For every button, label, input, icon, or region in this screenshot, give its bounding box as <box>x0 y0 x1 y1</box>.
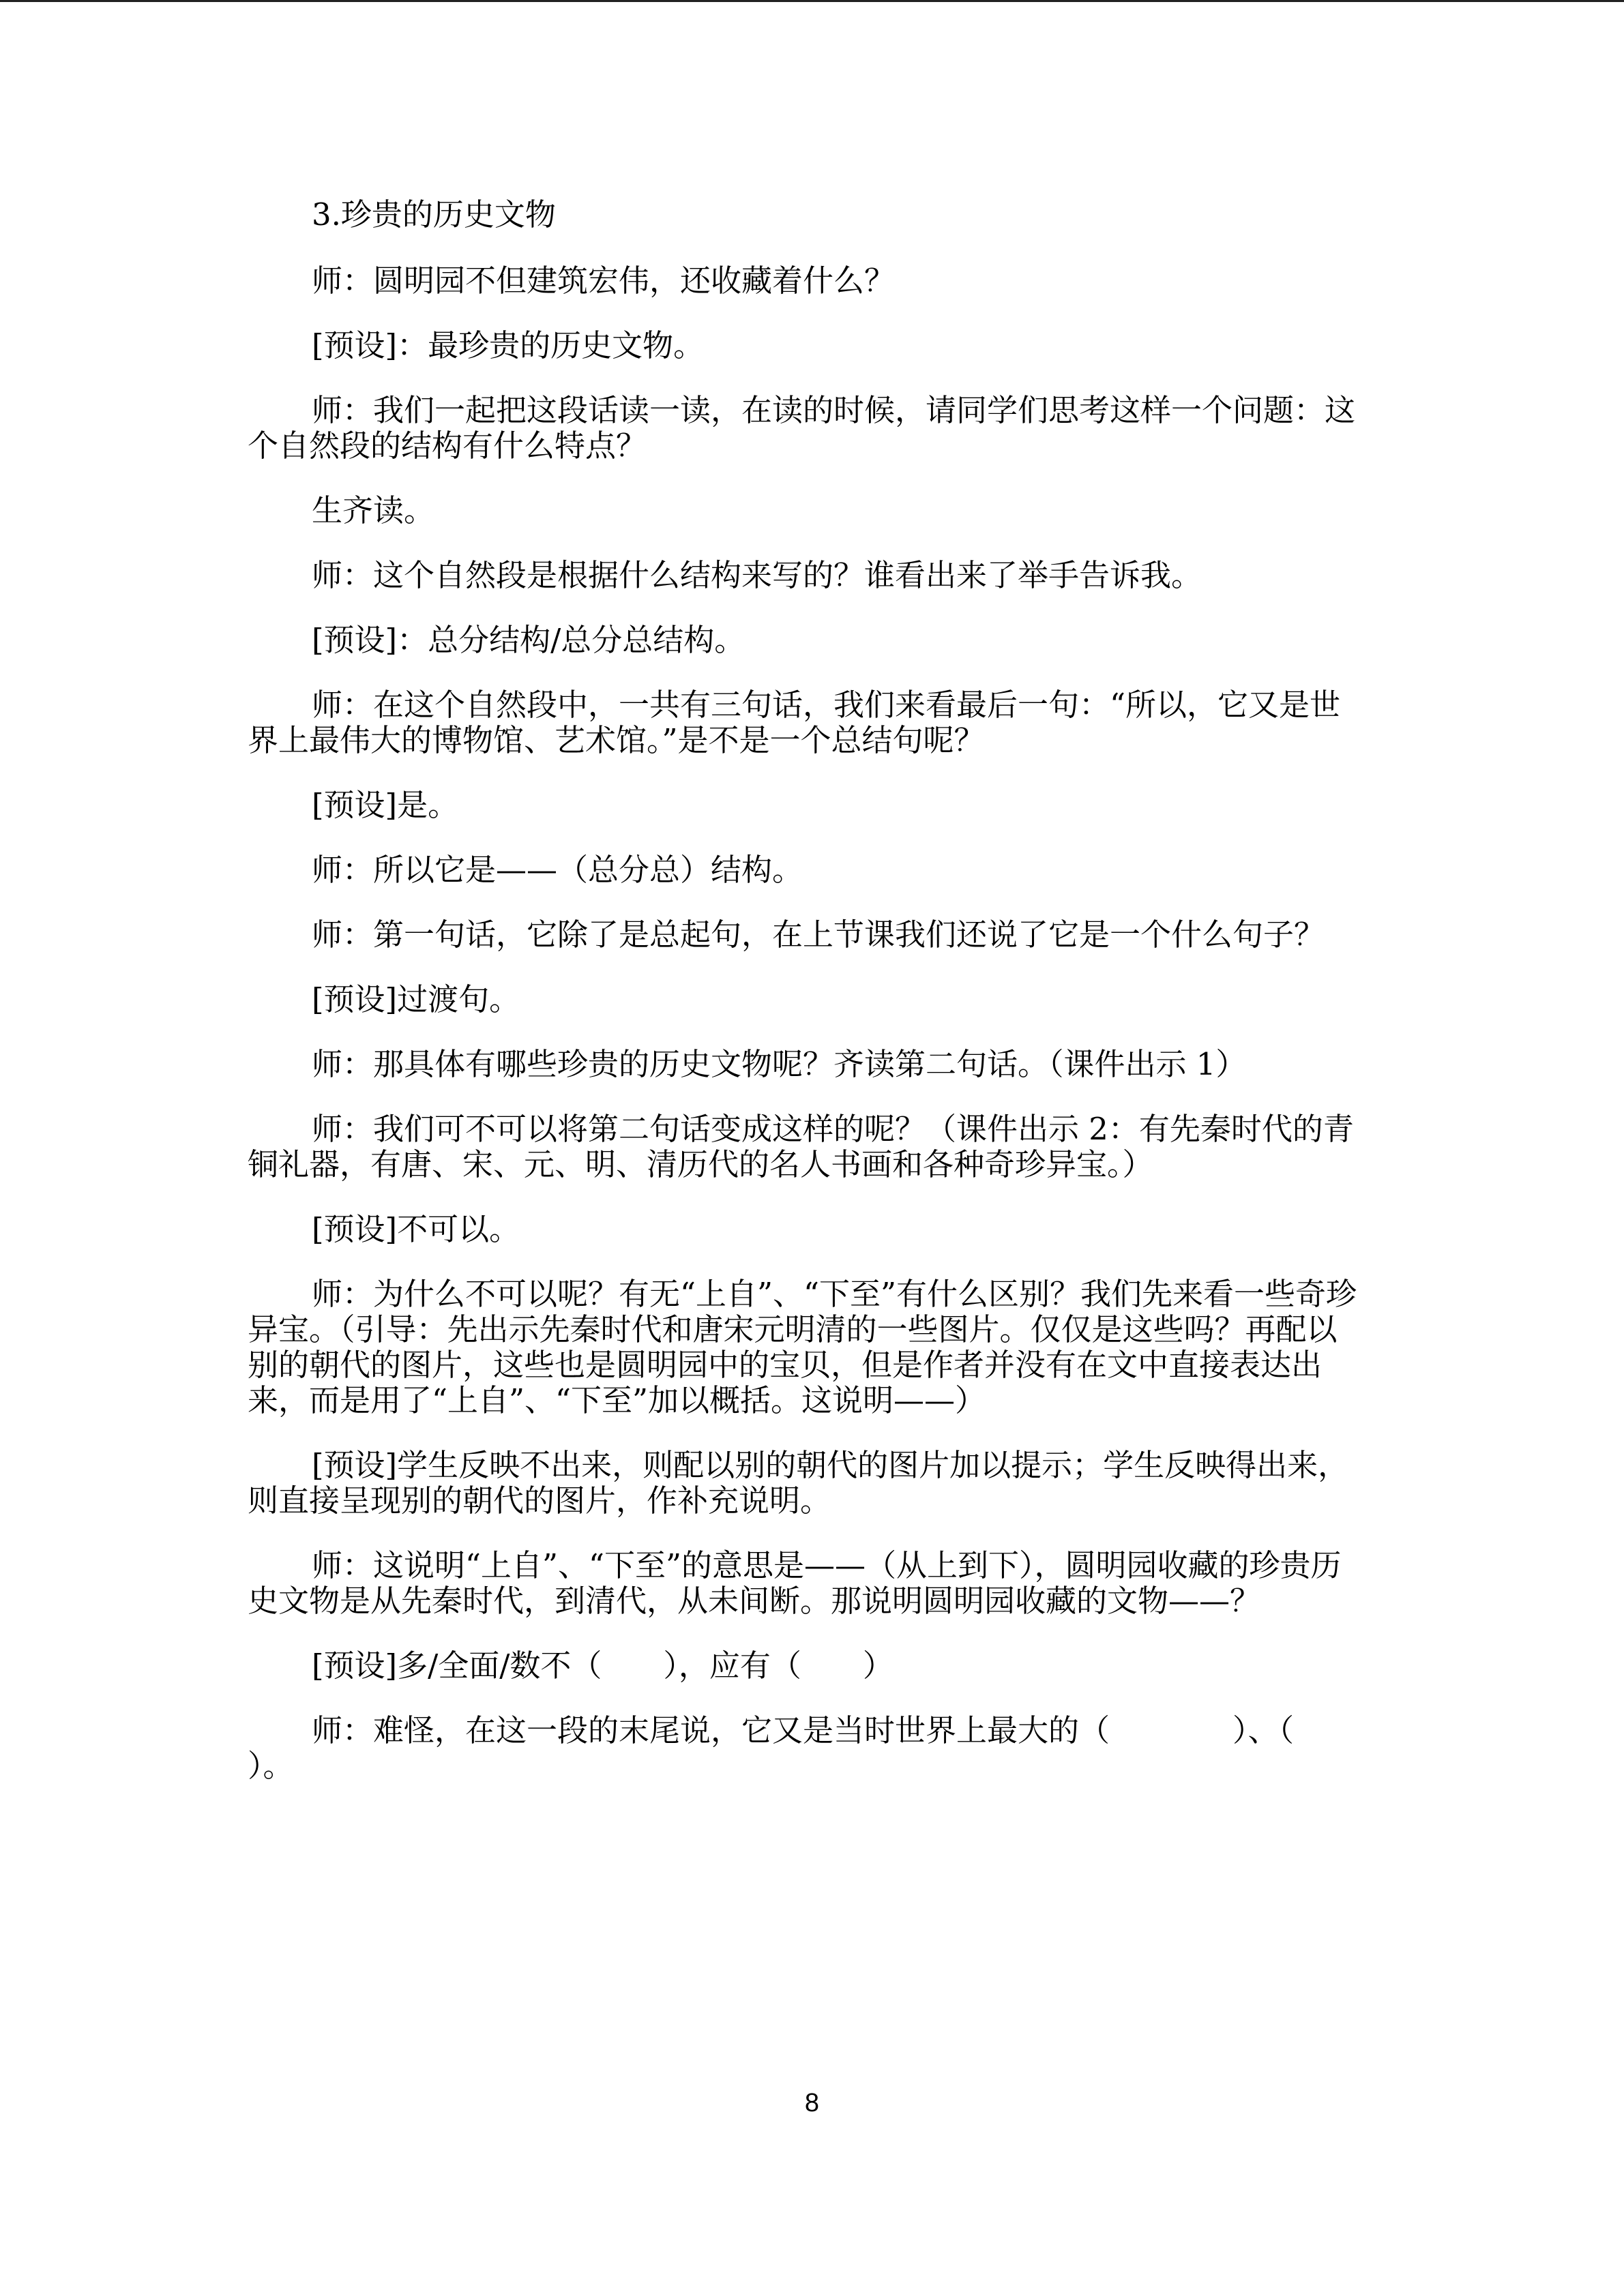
paragraph: [预设]学生反映不出来，则配以别的朝代的图片加以提示；学生反映得出来，则直接呈现别的朝代的图片，作补充说明。 <box>248 1447 1349 1519</box>
paragraph: 师：这个自然段是根据什么结构来写的？谁看出来了举手告诉我。 <box>312 557 1202 593</box>
page-number: 8 <box>804 2089 820 2117</box>
paragraph: 师：我们可不可以将第二句话变成这样的呢？（课件出示 2：有先秦时代的青铜礼器，有唐、宋、元、明、清历代的名人书画和各种奇珍异宝。） <box>248 1111 1354 1182</box>
paragraph: 师：难怪，在这一段的末尾说，它又是当时世界上最大的（ ）、（ ）。 <box>248 1712 1356 1784</box>
paragraph: 生齐读。 <box>312 492 435 528</box>
paragraph: 师：这说明“上自”、“下至”的意思是——（从上到下），圆明园收藏的珍贵历史文物是从先秦时代，到清代，从未间断。那说明圆明园收藏的文物——？ <box>248 1547 1342 1619</box>
paragraph: 师：圆明园不但建筑宏伟，还收藏着什么？ <box>312 263 896 299</box>
paragraph: [预设]是。 <box>312 787 459 823</box>
paragraph: 师：所以它是——（总分总）结构。 <box>312 852 803 888</box>
paragraph: 师：我们一起把这段话读一读，在读的时候，请同学们思考这样一个问题：这个自然段的结构有什么特点？ <box>248 392 1356 464</box>
paragraph: [预设]：总分结构/总分总结构。 <box>312 622 745 658</box>
paragraph: [预设]多/全面/数不（ ），应有（ ） <box>312 1648 894 1684</box>
paragraph: [预设]过渡句。 <box>312 981 520 1017</box>
paragraph: 师：那具体有哪些珍贵的历史文物呢？齐读第二句话。（课件出示 1） <box>312 1046 1247 1082</box>
section-heading: 3.珍贵的历史文物 <box>312 196 556 233</box>
paragraph: 师：第一句话，它除了是总起句，在上节课我们还说了它是一个什么句子？ <box>312 916 1325 953</box>
paragraph: 师：为什么不可以呢？有无“上自”、“下至”有什么区别？我们先来看一些奇珍异宝。（引导：先出示先秦时代和唐宋元明清的一些图片。仅仅是这些吗？再配以别的朝代的图片，这些也是圆明园中的宝贝，但是作者并没有在文中直接表达出来，而是用了“上自”、“下至”加以概括。这说明——） <box>248 1276 1357 1418</box>
paragraph: [预设]：最珍贵的历史文物。 <box>312 327 705 363</box>
document-body <box>248 197 1361 1813</box>
paragraph: [预设]不可以。 <box>312 1211 520 1247</box>
paragraph: 师：在这个自然段中，一共有三句话，我们来看最后一句：“所以，它又是世界上最伟大的博物馆、艺术馆。”是不是一个总结句呢？ <box>248 687 1341 758</box>
